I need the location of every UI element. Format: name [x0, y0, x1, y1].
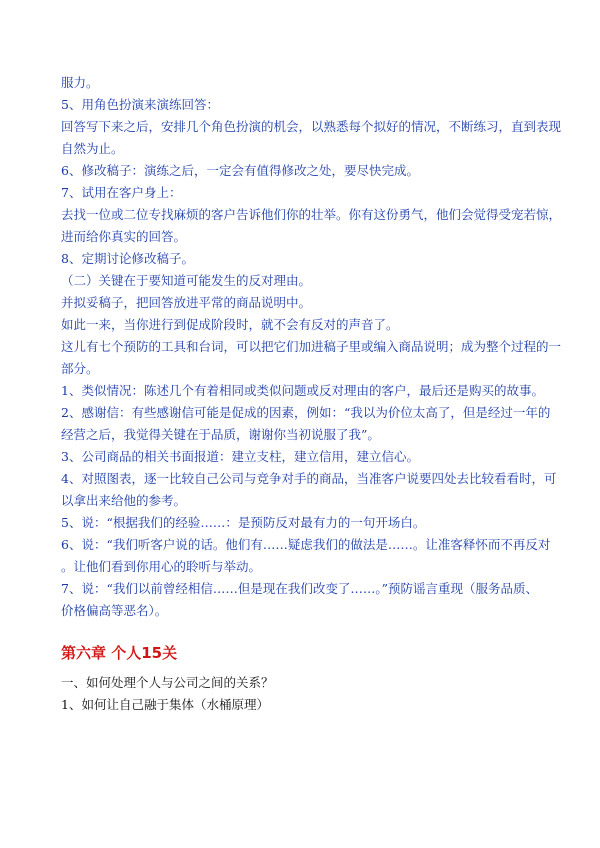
text-line: 如此一来，当你进行到促成阶段时，就不会有反对的声音了。 [61, 317, 399, 332]
text-line: 6、说：“我们听客户说的话。他们有……疑虑我们的做法是……。让准客释怀而不再反对 [61, 537, 551, 552]
text-line: 。让他们看到你用心的聆听与举动。 [61, 559, 262, 574]
text-line: 去找一位或二位专找麻烦的客户告诉他们你的壮举。你有这份勇气，他们会觉得受宠若惊， [61, 207, 562, 222]
text-line: 回答写下来之后，安排几个角色扮演的机会，以熟悉每个拟好的情况，不断练习，直到表现 [61, 119, 562, 134]
text-line: 以拿出来给他的参考。 [61, 493, 187, 508]
text-line: 6、修改稿子：演练之后，一定会有值得修改之处，要尽快完成。 [61, 163, 419, 178]
text-line: 价格偏高等恶名）。 [61, 603, 168, 618]
sub-heading: 1、如何让自己融于集体（水桶原理） [61, 697, 269, 712]
text-line: 这儿有七个预防的工具和台词，可以把它们加进稿子里或编入商品说明；成为整个过程的一 [61, 339, 562, 354]
text-line: 1、类似情况：陈述几个有着相同或类似问题或反对理由的客户，最后还是购买的故事。 [61, 383, 544, 398]
document-page [61, 72, 562, 716]
text-line: 经营之后，我觉得关键在于品质，谢谢你当初说服了我”。 [61, 427, 380, 442]
text-line: 并拟妥稿子，把回答放进平常的商品说明中。 [61, 295, 312, 310]
text-line: 自然为止。 [61, 141, 124, 156]
text-line: 7、说：“我们以前曾经相信……但是现在我们改变了……。”预防谣言重现（服务品质、 [61, 581, 538, 596]
text-line: 5、说：“根据我们的经验……：是预防反对最有力的一句开场白。 [61, 515, 426, 530]
text-line: 服力。 [61, 75, 99, 90]
text-line: 3、公司商品的相关书面报道：建立支柱，建立信用，建立信心。 [61, 449, 419, 464]
text-line: 进而给你真实的回答。 [61, 229, 187, 244]
section-heading: 一、如何处理个人与公司之间的关系？ [61, 675, 274, 690]
text-line: 5、用角色扮演来演练回答： [61, 97, 219, 112]
text-line: 8、定期讨论修改稿子。 [61, 251, 194, 266]
text-line: 4、对照图表，逐一比较自己公司与竞争对手的商品，当准客户说要四处去比较看看时，可 [61, 471, 557, 486]
text-line: 7、试用在客户身上： [61, 185, 182, 200]
text-line: 部分。 [61, 361, 99, 376]
text-line: 2、感谢信：有些感谢信可能是促成的因素，例如：“我以为价位太高了，但是经过一年的 [61, 405, 551, 420]
chapter-title: 第六章 个人15关 [61, 644, 178, 662]
text-line: （二）关键在于要知道可能发生的反对理由。 [61, 273, 312, 288]
